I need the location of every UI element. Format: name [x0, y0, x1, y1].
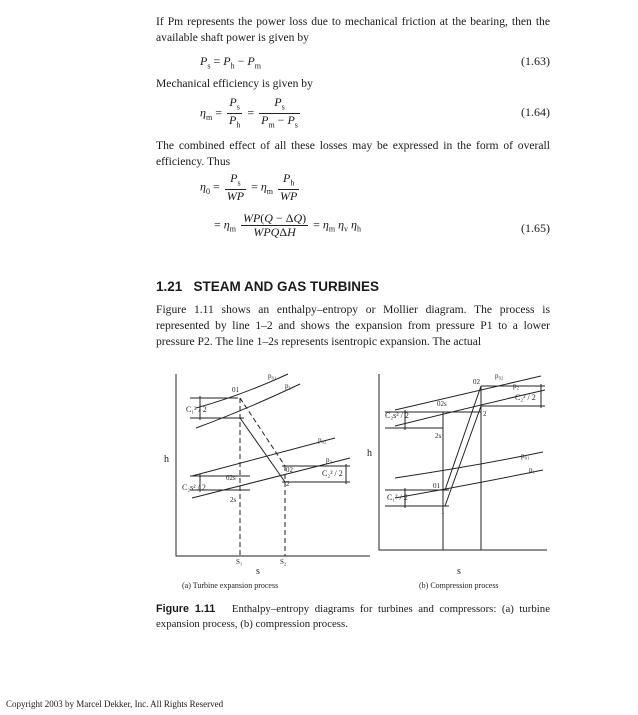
- equation-1-64: [156, 96, 550, 130]
- label-pt2: 2: [286, 480, 290, 488]
- paragraph-mechanical-efficiency: [156, 76, 550, 92]
- copyright-footer: Copyright 2003 by Marcel Dekker, Inc. All Rights Reserved: [6, 699, 224, 709]
- actual-process-line: [445, 406, 481, 506]
- equation-number: (1.64): [521, 105, 550, 119]
- equation-body: $\eta_0$ = $\frac{P_s}{WP}$ = $\eta_m$ $\frac{P_h}{WP}$: [200, 171, 298, 204]
- label-p02: p₀₂: [318, 436, 327, 444]
- figure-caption-label: Figure 1.11: [156, 603, 216, 615]
- figure-turbine-expansion: [160, 366, 375, 592]
- label-p1: p₁: [285, 382, 291, 390]
- label-pt02: 02: [286, 466, 293, 474]
- actual-process-line: [240, 418, 285, 482]
- isobar-p2: [192, 458, 350, 498]
- figure-b-caption: (b) Compression process: [419, 581, 499, 590]
- axis-y-label: h: [367, 448, 372, 459]
- figure-caption-text: Enthalpy–entropy diagrams for turbines and compressors: (a) turbine expansion process, (b) compression process.: [156, 603, 550, 630]
- axis-y-label: h: [164, 454, 169, 465]
- label-s2: S₂: [280, 558, 287, 566]
- equation-1-63: [156, 54, 550, 72]
- paragraph-overall-efficiency: [156, 138, 550, 170]
- label-pt2s: 2s: [230, 496, 237, 504]
- equation-body: $\eta_m$ = $\frac{P_s}{P_h}$ = $\frac{P_s}{P_m - P_s}$: [200, 95, 298, 130]
- section-number: 1.21: [156, 279, 183, 294]
- label-pt2s: 2s: [435, 432, 442, 440]
- stagnation-process-line: [240, 398, 285, 466]
- label-pt01: 01: [232, 386, 239, 394]
- isobar-p02: [192, 438, 335, 476]
- label-c1: C₁² / 2: [186, 405, 207, 414]
- equation-number: (1.63): [521, 54, 550, 68]
- label-c2: C₂² / 2: [515, 393, 536, 402]
- label-p01: p₀₁: [268, 372, 277, 380]
- label-c1: C₁² / 2: [387, 493, 408, 502]
- figure-compression-process: [365, 366, 555, 592]
- paragraph-text: If Pm represents the power loss due to mechanical friction at the bearing, then the available shaft power is given by: [156, 15, 550, 44]
- label-p1: p₁: [529, 466, 535, 474]
- label-p01: p₀₁: [521, 452, 530, 460]
- equation-number: (1.65): [521, 221, 550, 235]
- section-title: STEAM AND GAS TURBINES: [193, 279, 380, 294]
- figure-caption: [156, 602, 550, 632]
- label-c2: C₂² / 2: [322, 469, 343, 478]
- equation-1-65: [156, 212, 550, 246]
- label-pt1: 1: [441, 508, 445, 516]
- equation-overall: [156, 172, 550, 206]
- label-c2s: C₂s² / 2: [182, 483, 206, 492]
- label-p2: p₂: [326, 456, 332, 464]
- label-p02: p₀₂: [495, 372, 504, 380]
- label-s1: S₁: [236, 558, 243, 566]
- paragraph-text: Mechanical efficiency is given by: [156, 77, 313, 90]
- label-pt2: 2: [483, 410, 487, 418]
- label-pt02: 02: [473, 378, 480, 386]
- label-pt02s: 02s: [226, 474, 236, 482]
- section-heading: [156, 279, 379, 294]
- equation-body: = $\eta_m$ $\frac{WP(Q - \Delta Q)}{\text{WPQΔH}}$ = $\eta_m$ $\eta_v$ $\eta_h$: [214, 211, 361, 239]
- label-c2s: C₂s² / 2: [385, 411, 409, 420]
- axis-x-label: s: [457, 566, 461, 577]
- stagnation-process-line: [445, 386, 481, 490]
- paragraph-text: The combined effect of all these losses may be expressed in the form of overall efficiency. Thus: [156, 139, 550, 168]
- equation-body: $P_s = P_h - P_m$: [200, 54, 261, 71]
- paragraph-mollier-diagram: [156, 302, 550, 350]
- label-pt02s: 02s: [437, 400, 447, 408]
- label-p2: p₂: [513, 382, 519, 390]
- label-pt01: 01: [433, 482, 440, 490]
- figure-a-caption: (a) Turbine expansion process: [182, 581, 279, 590]
- axis-x-label: s: [256, 566, 260, 577]
- paragraph-power-loss: [156, 14, 550, 46]
- paragraph-text: Figure 1.11 shows an enthalpy–entropy or Mollier diagram. The process is represented by line 1–2 and shows the expansion from pressure P1 to a lower pressure P2. The line 1–2s represents isentropic expansion. The actual: [156, 303, 550, 348]
